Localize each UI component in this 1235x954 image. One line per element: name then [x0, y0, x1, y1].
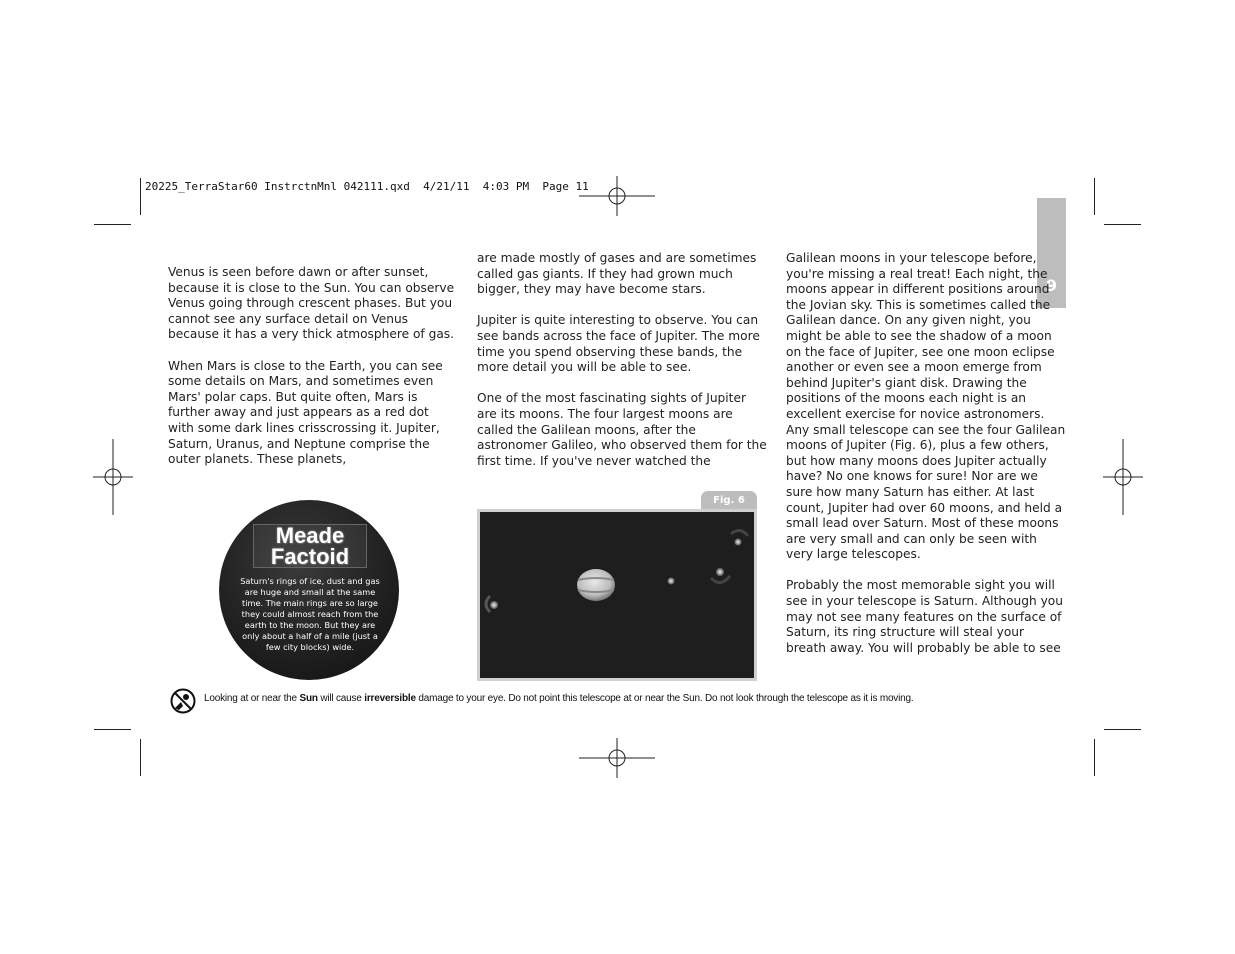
moon — [490, 601, 498, 609]
jupiter-moons-image — [480, 512, 754, 678]
paragraph: Probably the most memorable sight you will see in your telescope is Saturn. Although you may not see many features on the surface of Saturn, its ring structure will steal your breath away. You will probably be able to see — [786, 578, 1063, 655]
jupiter-moons-photo — [480, 512, 754, 678]
text-column-3 — [786, 251, 1066, 656]
registration-mark-top — [579, 176, 655, 216]
moon-halo — [731, 530, 748, 536]
factoid-logo: Meade Factoid — [253, 524, 367, 568]
paragraph: One of the most fascinating sights of Jupiter are its moons. The four largest moons are called the Galilean moons, after the astronomer Galileo, who observed them for the first time. If you've never watched the — [477, 391, 767, 468]
sun-warning — [170, 686, 1070, 716]
crop-mark — [140, 739, 141, 776]
print-slug-line: 20225_TerraStar60 InstrctnMnl 042111.qxd 4/21/11 4:03 PM Page 11 — [145, 180, 589, 193]
crop-mark — [1104, 224, 1141, 225]
moon-halo — [486, 596, 490, 612]
moon — [735, 539, 742, 546]
jupiter-planet — [577, 569, 615, 601]
registration-mark-bottom — [579, 738, 655, 778]
paragraph: Any small telescope can see the four Galilean moons of Jupiter (Fig. 6), plus a few others, but how many moons does Jupiter actually have? No one knows for sure! Nor are we sure how many Saturn has either. At last count, Jupiter had over 60 moons, and held a small lead over Saturn. Most of these moons are very small and can only be seen with very large telescopes. — [786, 422, 1066, 562]
crop-mark — [140, 178, 141, 215]
moon — [668, 578, 675, 585]
no-sun-viewing-icon — [170, 688, 196, 714]
crop-mark — [1104, 729, 1141, 730]
moon — [716, 568, 724, 576]
factoid-text: Saturn's rings of ice, dust and gas are huge and small at the same time. The main rings are so large they could almost reach from the earth to the moon. But they are only about a half of a mile (just a few city blocks) wide. — [240, 576, 380, 652]
paragraph: Venus is seen before dawn or after sunset, because it is close to the Sun. You can observe Venus going through crescent phases. But you cannot see any surface detail on Venus because it has a very thick atmosphere of gas. — [168, 265, 455, 342]
text-column-1 — [168, 265, 458, 468]
figure-jupiter-moons — [477, 509, 757, 681]
moon-halo — [711, 576, 730, 583]
paragraph: are made mostly of gases and are sometimes called gas giants. If they had grown much bigger, they may have become stars. — [477, 251, 757, 297]
crop-mark — [94, 224, 131, 225]
warning-text: Looking at or near the Sun will cause irreversible damage to your eye. Do not point this telescope at or near the Sun. Do not look through the telescope as it is moving. — [204, 693, 914, 704]
paragraph: Jupiter is quite interesting to observe. You can see bands across the face of Jupiter. The more time you spend observing these bands, the more detail you will be able to see. — [477, 313, 760, 375]
paragraph: When Mars is close to the Earth, you can see some details on Mars, and sometimes even Mars' polar caps. But quite often, Mars is further away and just appears as a red dot with some dark lines crisscrossing it. Jupiter, Saturn, Uranus, and Neptune comprise the outer planets. These planets, — [168, 358, 443, 467]
crop-mark — [1094, 739, 1095, 776]
registration-mark-right — [1103, 439, 1143, 515]
figure-label: Fig. 6 — [701, 491, 757, 510]
page-number: 9 — [1045, 276, 1058, 295]
paragraph: Galilean moons in your telescope before, you're missing a real treat! Each night, the moons appear in different positions around the Jovian sky. This is sometimes called the Galilean dance. On any given night, you might be able to see the shadow of a moon on the face of Jupiter, see one moon eclipse another or even see a moon emerge from behind Jupiter's giant disk. Drawing the positions of the moons each night is an excellent exercise for novice astronomers. — [786, 251, 1055, 421]
text-column-2 — [477, 251, 767, 469]
meade-factoid-badge — [219, 500, 399, 680]
registration-mark-left — [93, 439, 133, 515]
crop-mark — [1094, 178, 1095, 215]
crop-mark — [94, 729, 131, 730]
